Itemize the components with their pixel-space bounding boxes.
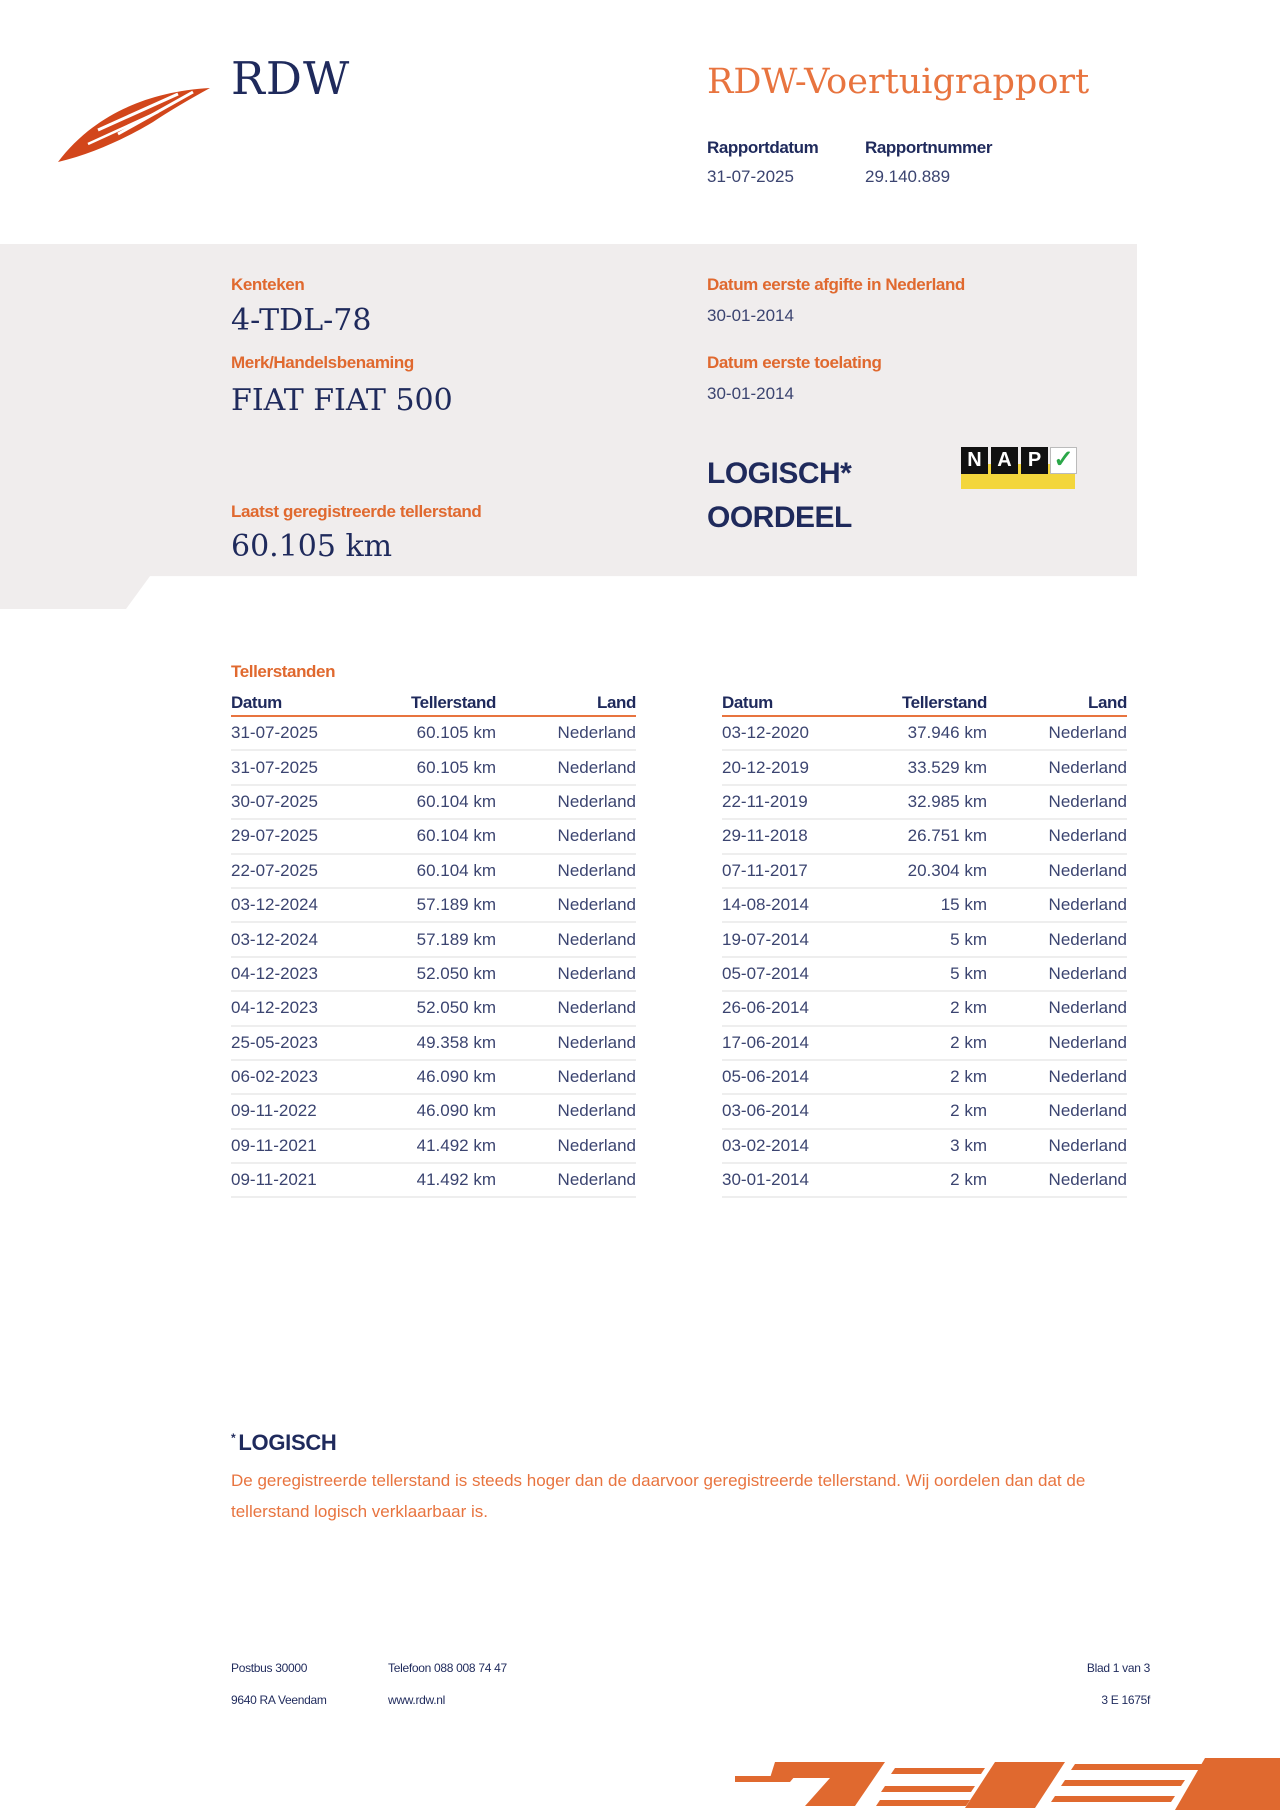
footer-document-code: 3 E 1675f xyxy=(1101,1693,1150,1707)
report-date-label: Rapportdatum xyxy=(707,138,819,157)
table-row xyxy=(722,1129,1127,1163)
footer-city: 9640 RA Veendam xyxy=(231,1693,327,1707)
nap-letter-p: P xyxy=(1021,447,1048,474)
table-row xyxy=(231,888,636,922)
odometer-date-cell: 03-12-2024 xyxy=(231,922,361,956)
table-row xyxy=(722,750,1127,784)
odometer-country-cell: Nederland xyxy=(987,750,1127,784)
odometer-reading-cell: 26.751 km xyxy=(852,819,987,853)
footer-phone: Telefoon 088 008 74 47 xyxy=(388,1661,507,1675)
odometer-reading-cell: 41.492 km xyxy=(361,1129,496,1163)
nap-letter-a: A xyxy=(991,447,1018,474)
first-admission-value: 30-01-2014 xyxy=(707,384,794,403)
odometer-date-cell: 30-07-2025 xyxy=(231,785,361,819)
table-row xyxy=(231,1060,636,1094)
odometer-reading-cell: 52.050 km xyxy=(361,991,496,1025)
odometer-reading-cell: 2 km xyxy=(852,991,987,1025)
odometer-reading-cell: 2 km xyxy=(852,1060,987,1094)
odometer-date-cell: 25-05-2023 xyxy=(231,1026,361,1060)
plate-label: Kenteken xyxy=(231,275,305,294)
odometer-reading-cell: 52.050 km xyxy=(361,957,496,991)
column-header-country: Land xyxy=(987,690,1127,716)
verdict-line-1: LOGISCH* xyxy=(707,457,852,490)
odometer-verdict xyxy=(707,452,852,540)
footer-postbus: Postbus 30000 xyxy=(231,1661,308,1675)
first-admission-label: Datum eerste toelating xyxy=(707,353,882,372)
table-row xyxy=(231,957,636,991)
odometer-reading-cell: 5 km xyxy=(852,922,987,956)
report-number: 29.140.889 xyxy=(865,167,951,186)
odometer-date-cell: 17-06-2014 xyxy=(722,1026,852,1060)
odometer-reading-cell: 2 km xyxy=(852,1026,987,1060)
odometer-date-cell: 06-02-2023 xyxy=(231,1060,361,1094)
report-number-block xyxy=(865,138,992,187)
odometer-country-cell: Nederland xyxy=(987,888,1127,922)
odometer-reading-cell: 57.189 km xyxy=(361,922,496,956)
odometer-reading-cell: 60.104 km xyxy=(361,785,496,819)
table-row xyxy=(722,888,1127,922)
odometer-date-cell: 22-07-2025 xyxy=(231,854,361,888)
table-row xyxy=(231,922,636,956)
odometer-country-cell: Nederland xyxy=(987,1163,1127,1197)
odometer-reading-cell: 49.358 km xyxy=(361,1026,496,1060)
odometer-country-cell: Nederland xyxy=(987,1129,1127,1163)
odometer-country-cell: Nederland xyxy=(987,1060,1127,1094)
odometer-date-cell: 22-11-2019 xyxy=(722,785,852,819)
table-row xyxy=(722,957,1127,991)
make-label: Merk/Handelsbenaming xyxy=(231,353,414,372)
odometer-date-cell: 03-12-2024 xyxy=(231,888,361,922)
report-date: 31-07-2025 xyxy=(707,167,794,186)
column-header-country: Land xyxy=(496,690,636,716)
checkmark-icon: ✓ xyxy=(1050,447,1077,474)
odometer-date-cell: 04-12-2023 xyxy=(231,957,361,991)
plate-value: 4-TDL-78 xyxy=(231,303,372,338)
odometer-date-cell: 07-11-2017 xyxy=(722,854,852,888)
odometer-reading-cell: 46.090 km xyxy=(361,1094,496,1128)
odometer-date-cell: 04-12-2023 xyxy=(231,991,361,1025)
column-header-reading: Tellerstand xyxy=(852,690,987,716)
table-row xyxy=(722,716,1127,750)
table-header-row xyxy=(231,690,636,716)
report-number-label: Rapportnummer xyxy=(865,138,993,157)
make-value: FIAT FIAT 500 xyxy=(231,383,453,418)
odometer-table-left xyxy=(231,690,636,1198)
rdw-logo-icon xyxy=(58,82,210,164)
odometer-country-cell: Nederland xyxy=(496,1026,636,1060)
odometer-reading-cell: 60.104 km xyxy=(361,854,496,888)
odometer-country-cell: Nederland xyxy=(496,1094,636,1128)
last-odometer-value: 60.105 km xyxy=(231,529,393,564)
odometer-section-title: Tellerstanden xyxy=(231,662,336,681)
odometer-reading-cell: 20.304 km xyxy=(852,854,987,888)
table-row xyxy=(722,991,1127,1025)
odometer-country-cell: Nederland xyxy=(496,1060,636,1094)
table-row xyxy=(722,922,1127,956)
odometer-date-cell: 26-06-2014 xyxy=(722,991,852,1025)
vehicle-info-panel xyxy=(0,244,1137,609)
footnote-star: * xyxy=(231,1431,236,1445)
odometer-date-cell: 29-07-2025 xyxy=(231,819,361,853)
table-row xyxy=(231,1163,636,1197)
odometer-reading-cell: 32.985 km xyxy=(852,785,987,819)
last-odometer-label: Laatst geregistreerde tellerstand xyxy=(231,502,482,521)
odometer-date-cell: 20-12-2019 xyxy=(722,750,852,784)
odometer-reading-cell: 60.105 km xyxy=(361,716,496,750)
odometer-country-cell: Nederland xyxy=(987,1026,1127,1060)
odometer-date-cell: 14-08-2014 xyxy=(722,888,852,922)
table-row xyxy=(722,785,1127,819)
odometer-date-cell: 05-07-2014 xyxy=(722,957,852,991)
odometer-country-cell: Nederland xyxy=(496,819,636,853)
table-row xyxy=(231,750,636,784)
odometer-reading-cell: 37.946 km xyxy=(852,716,987,750)
odometer-date-cell: 31-07-2025 xyxy=(231,716,361,750)
odometer-country-cell: Nederland xyxy=(496,922,636,956)
odometer-country-cell: Nederland xyxy=(987,785,1127,819)
footnote-title-text: LOGISCH xyxy=(238,1430,337,1455)
odometer-date-cell: 09-11-2022 xyxy=(231,1094,361,1128)
odometer-country-cell: Nederland xyxy=(496,750,636,784)
odometer-date-cell: 03-12-2020 xyxy=(722,716,852,750)
odometer-country-cell: Nederland xyxy=(496,991,636,1025)
odometer-reading-cell: 60.104 km xyxy=(361,819,496,853)
odometer-reading-cell: 15 km xyxy=(852,888,987,922)
rdw-stripes-icon xyxy=(735,1758,1280,1810)
footnote-title xyxy=(231,1430,337,1456)
first-issue-nl-label: Datum eerste afgifte in Nederland xyxy=(707,275,965,294)
odometer-country-cell: Nederland xyxy=(987,991,1127,1025)
odometer-reading-cell: 3 km xyxy=(852,1129,987,1163)
odometer-country-cell: Nederland xyxy=(496,888,636,922)
odometer-reading-cell: 60.105 km xyxy=(361,750,496,784)
report-date-block xyxy=(707,138,818,187)
odometer-country-cell: Nederland xyxy=(987,854,1127,888)
odometer-date-cell: 09-11-2021 xyxy=(231,1129,361,1163)
odometer-date-cell: 29-11-2018 xyxy=(722,819,852,853)
odometer-reading-cell: 33.529 km xyxy=(852,750,987,784)
odometer-country-cell: Nederland xyxy=(987,716,1127,750)
odometer-date-cell: 19-07-2014 xyxy=(722,922,852,956)
odometer-date-cell: 05-06-2014 xyxy=(722,1060,852,1094)
table-row xyxy=(231,1129,636,1163)
table-row xyxy=(722,1094,1127,1128)
odometer-date-cell: 03-02-2014 xyxy=(722,1129,852,1163)
table-row xyxy=(722,1026,1127,1060)
odometer-country-cell: Nederland xyxy=(496,785,636,819)
odometer-table-right xyxy=(722,690,1127,1198)
odometer-country-cell: Nederland xyxy=(496,957,636,991)
report-title: RDW-Voertuigrapport xyxy=(707,62,1090,102)
table-row xyxy=(231,1026,636,1060)
verdict-line-2: OORDEEL xyxy=(707,501,852,534)
odometer-date-cell: 30-01-2014 xyxy=(722,1163,852,1197)
odometer-country-cell: Nederland xyxy=(987,819,1127,853)
odometer-country-cell: Nederland xyxy=(987,922,1127,956)
odometer-country-cell: Nederland xyxy=(496,1163,636,1197)
odometer-country-cell: Nederland xyxy=(987,1094,1127,1128)
table-row xyxy=(231,991,636,1025)
table-row xyxy=(722,819,1127,853)
column-header-date: Datum xyxy=(722,690,852,716)
odometer-country-cell: Nederland xyxy=(496,716,636,750)
table-row xyxy=(722,1060,1127,1094)
table-row xyxy=(231,716,636,750)
table-row xyxy=(722,854,1127,888)
column-header-reading: Tellerstand xyxy=(361,690,496,716)
odometer-reading-cell: 2 km xyxy=(852,1094,987,1128)
footnote-text: De geregistreerde tellerstand is steeds hoger dan de daarvoor geregistreerde tellerstand. Wij oordelen dan dat de tellerstand logisch verklaarbaar is. xyxy=(231,1471,1086,1521)
nap-letter-n: N xyxy=(961,447,988,474)
column-header-date: Datum xyxy=(231,690,361,716)
footer-web-link[interactable]: www.rdw.nl xyxy=(388,1693,446,1707)
first-issue-nl-value: 30-01-2014 xyxy=(707,306,794,325)
footer-page-number: Blad 1 van 3 xyxy=(1086,1661,1150,1675)
brand-name: RDW xyxy=(231,52,351,105)
odometer-country-cell: Nederland xyxy=(496,1129,636,1163)
table-header-row xyxy=(722,690,1127,716)
odometer-date-cell: 03-06-2014 xyxy=(722,1094,852,1128)
table-row xyxy=(722,1163,1127,1197)
odometer-reading-cell: 2 km xyxy=(852,1163,987,1197)
odometer-reading-cell: 46.090 km xyxy=(361,1060,496,1094)
table-row xyxy=(231,819,636,853)
odometer-country-cell: Nederland xyxy=(987,957,1127,991)
odometer-reading-cell: 57.189 km xyxy=(361,888,496,922)
odometer-reading-cell: 41.492 km xyxy=(361,1163,496,1197)
nap-logo xyxy=(961,447,1075,489)
table-row xyxy=(231,1094,636,1128)
odometer-reading-cell: 5 km xyxy=(852,957,987,991)
table-row xyxy=(231,785,636,819)
table-row xyxy=(231,854,636,888)
odometer-date-cell: 31-07-2025 xyxy=(231,750,361,784)
odometer-date-cell: 09-11-2021 xyxy=(231,1163,361,1197)
odometer-country-cell: Nederland xyxy=(496,854,636,888)
